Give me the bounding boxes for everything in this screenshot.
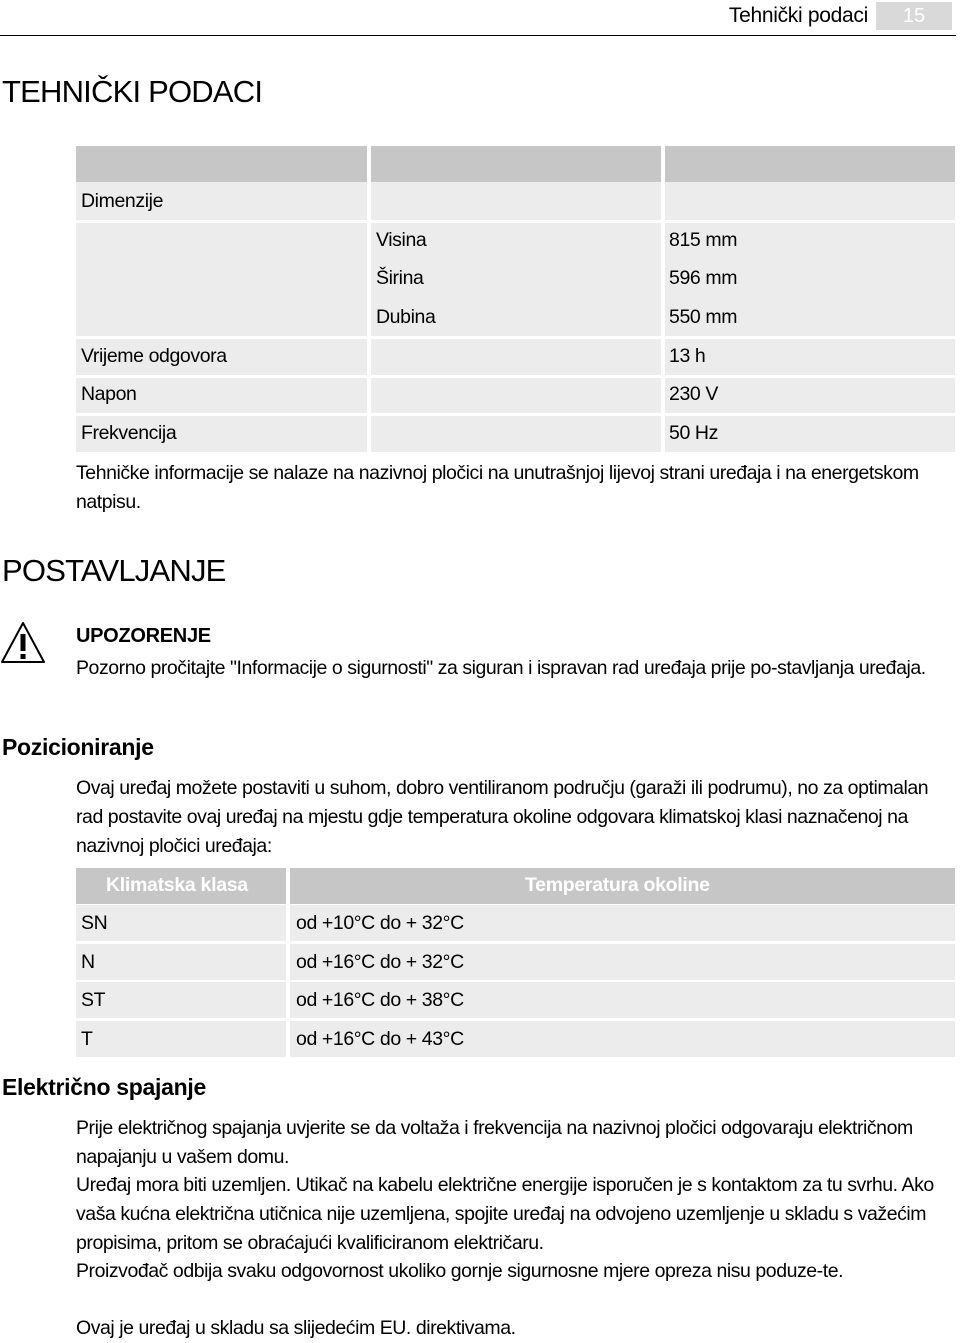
spec-label: Napon: [81, 383, 137, 405]
electrical-heading: Električno spajanje: [2, 1074, 206, 1100]
climate-class: N: [81, 951, 95, 973]
spec-value: 550 mm: [669, 306, 738, 328]
header-rule: [0, 35, 956, 36]
warning-title: UPOZORENJE: [76, 625, 211, 647]
install-heading: POSTAVLJANJE: [2, 553, 226, 588]
row-divider: [76, 375, 955, 378]
climate-header-temp: Temperatura okoline: [525, 874, 710, 896]
spec-sub: Dubina: [376, 306, 436, 328]
spec-sub: Visina: [376, 229, 427, 251]
section-title: Tehnički podaci: [728, 4, 868, 27]
spec-header-cell: [76, 146, 367, 182]
spec-value: 596 mm: [669, 267, 738, 289]
electrical-paragraph: Uređaj mora biti uzemljen. Utikač na kabelu električne energije isporučen je s kontaktom za tu svrhu. Ako vaša kućna električna utičnica nije uzemljena, spojite uređaj na odvojeno uzemljenje u skladu s važećim propisima, pritom se obraćajući kvalificiranom električaru.: [76, 1174, 934, 1254]
page-number: 15: [876, 2, 952, 30]
table-row-bg: [76, 1021, 286, 1057]
climate-temp: od +16°C do + 38°C: [296, 989, 464, 1011]
spec-value: 230 V: [669, 383, 718, 405]
spec-header-cell: [371, 146, 661, 182]
spec-label: Vrijeme odgovora: [81, 345, 227, 367]
table-row-bg: [76, 944, 286, 980]
tech-heading: TEHNIČKI PODACI: [2, 74, 263, 109]
climate-header-class: Klimatska klasa: [106, 874, 248, 896]
tech-note: Tehničke informacije se nalaze na nazivnoj pločici na unutrašnjoj lijevoj strani uređaja i na energetskom natpisu.: [76, 462, 919, 513]
warning-triangle-icon: [0, 620, 46, 666]
climate-temp: od +16°C do + 32°C: [296, 951, 464, 973]
electrical-paragraph: Proizvođač odbija svaku odgovornost ukoliko gornje sigurnosne mjere opreza nisu poduze-te.: [76, 1260, 844, 1282]
climate-temp: od +10°C do + 32°C: [296, 912, 464, 934]
climate-class: ST: [81, 989, 106, 1011]
spec-value: 13 h: [669, 345, 706, 367]
climate-temp: od +16°C do + 43°C: [296, 1028, 464, 1050]
positioning-text: Ovaj uređaj možete postaviti u suhom, dobro ventiliranom području (garaži ili podrumu), no za optimalan rad postavite ovaj uređaj na mjestu gdje temperatura okoline odgovara klimatskoj klasi naznačenoj na nazivnoj pločici uređaja:: [76, 777, 929, 857]
spec-label: Dimenzije: [81, 190, 164, 212]
running-header: [0, 0, 960, 36]
spec-value: 815 mm: [669, 229, 738, 251]
row-divider: [76, 220, 955, 223]
warning-text: Pozorno pročitajte "Informacije o sigurnosti" za siguran i ispravan rad uređaja prije po-stavljanja uređaja.: [76, 657, 926, 679]
spec-header-cell: [665, 146, 955, 182]
positioning-heading: Pozicioniranje: [2, 734, 154, 760]
electrical-paragraph: Prije električnog spajanja uvjerite se da voltaža i frekvencija na nazivnoj pločici odgovaraju električnom napajanju u vašem domu.: [76, 1117, 913, 1168]
row-divider: [76, 336, 955, 339]
spec-label: Frekvencija: [81, 422, 177, 444]
table-row-bg: [76, 982, 286, 1018]
row-divider: [76, 413, 955, 416]
table-row-bg: [76, 905, 286, 941]
climate-class: SN: [81, 912, 108, 934]
spec-value: 50 Hz: [669, 422, 718, 444]
climate-class: T: [81, 1028, 93, 1050]
spec-sub: Širina: [376, 267, 424, 289]
electrical-paragraph: Ovaj je uređaj u skladu sa slijedećim EU. direktivama.: [76, 1317, 516, 1339]
